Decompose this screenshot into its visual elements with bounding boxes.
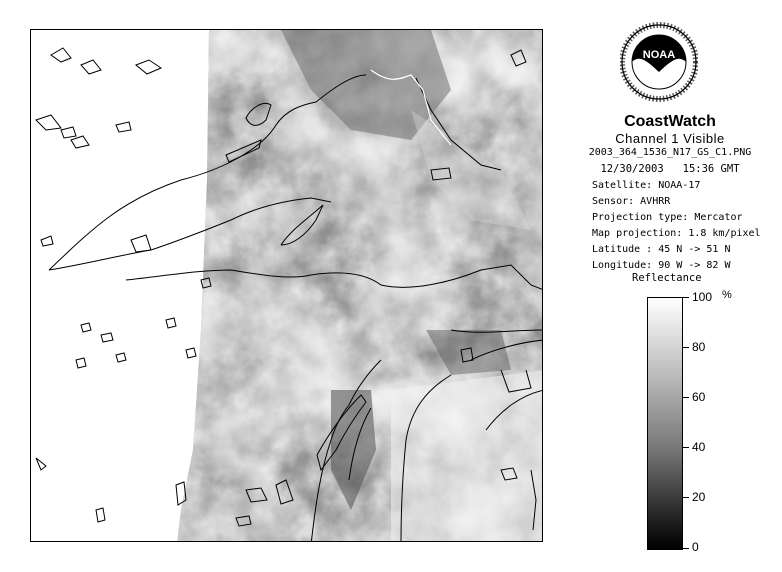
tick-label-0: 0 — [692, 540, 699, 554]
tick-40 — [683, 447, 689, 448]
tick-80 — [683, 347, 689, 348]
date-time: 12/30/2003 15:36 GMT — [600, 163, 740, 175]
projection-type-line: Projection type: Mercator — [592, 212, 743, 223]
legend-unit: % — [722, 289, 732, 301]
latitude-line: Latitude : 45 N -> 51 N — [592, 244, 731, 255]
tick-20 — [683, 497, 689, 498]
map-projection-line: Map projection: 1.8 km/pixel — [592, 228, 761, 239]
map-svg — [31, 30, 543, 542]
longitude-line: Longitude: 90 W -> 82 W — [592, 260, 731, 271]
tick-60 — [683, 397, 689, 398]
satellite-map[interactable] — [30, 29, 543, 542]
tick-label-40: 40 — [692, 440, 706, 454]
svg-text:NOAA: NOAA — [642, 49, 676, 61]
file-name: 2003_364_1536_N17_GS_C1.PNG — [588, 147, 752, 158]
legend-title: Reflectance — [632, 272, 702, 284]
tick-label-80: 80 — [692, 340, 706, 354]
sensor-line: Sensor: AVHRR — [592, 196, 671, 207]
reflectance-colorbar — [647, 297, 683, 550]
satellite-line: Satellite: NOAA-17 — [592, 180, 701, 191]
noaa-logo — [620, 14, 698, 110]
noaa-logo-icon — [620, 14, 698, 110]
satellite-swath — [31, 30, 543, 542]
channel-subtitle: Channel 1 Visible — [615, 131, 725, 146]
product-title: CoastWatch — [624, 113, 716, 130]
tick-label-60: 60 — [692, 390, 706, 404]
tick-label-20: 20 — [692, 490, 706, 504]
tick-100 — [683, 297, 689, 298]
tick-label-100: 100 — [692, 290, 713, 304]
tick-0 — [683, 548, 689, 549]
